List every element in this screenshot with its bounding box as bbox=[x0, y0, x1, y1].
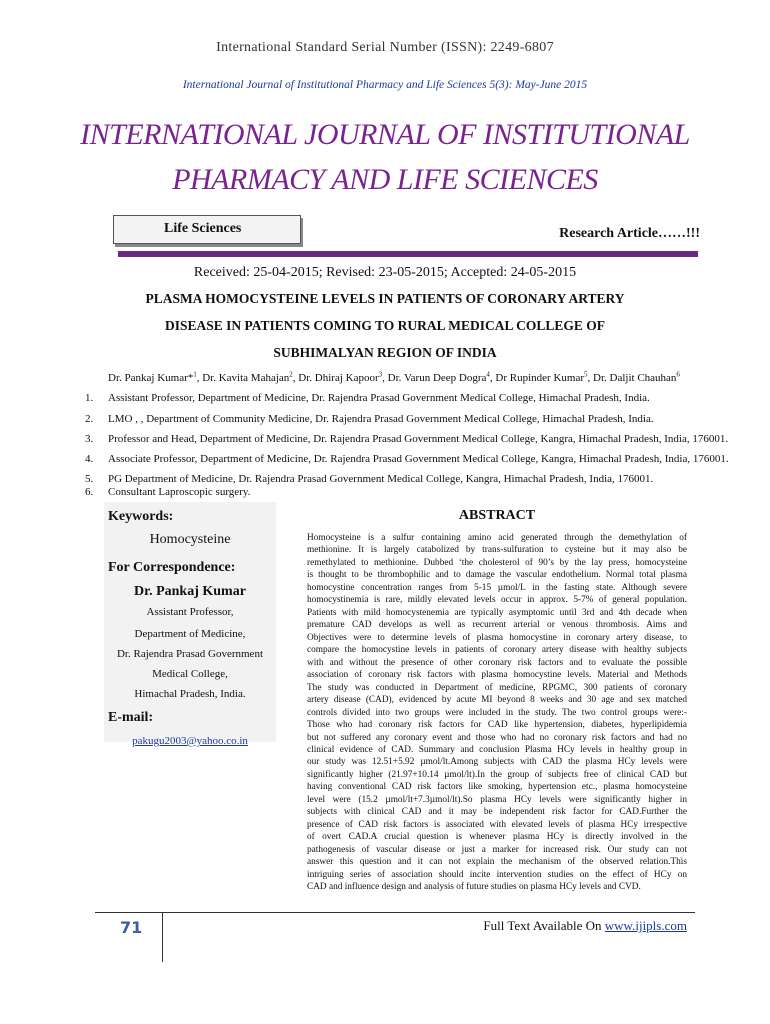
article-type: Research Article……!!! bbox=[559, 226, 700, 241]
correspondence-line: Department of Medicine, bbox=[134, 628, 246, 640]
email-link[interactable]: pakugu2003@yahoo.co.in bbox=[132, 735, 248, 747]
abstract-body bbox=[307, 532, 687, 894]
journal-url-link[interactable]: www.ijipls.com bbox=[604, 918, 687, 933]
abstract-line: having conventional CAD risk factors like smoking, hypertension etc., plasma homocysteine bbox=[307, 782, 687, 793]
abstract-line: of overt CAD.A crucial question is whenever plasma HCy is directly involved in the bbox=[307, 832, 687, 843]
author-list bbox=[108, 370, 680, 384]
abstract-line: with and without the presence of other coronary risk factors and to evaluate the possible bbox=[307, 657, 687, 668]
author: Dr. Pankaj Kumar*$^1$, bbox=[108, 370, 203, 384]
journal-citation: International Journal of Institutional Pharmacy and Life Sciences 5(3): May-June 2015 bbox=[182, 79, 588, 91]
affiliation-4: 4. Associate Professor, Department of Medicine, Dr. Rajendra Prasad Government Medical College, Kangra, Himachal Pradesh, India, 176001. bbox=[85, 453, 729, 465]
abstract-line: homocystine concentration ranges from 5-15 µmol/L in the fasting state. Although severe bbox=[307, 582, 687, 593]
abstract-line: remethylated to methionine. Dubbed ‘the cholesterol of 90’s by the lay press, homocysteine bbox=[307, 557, 687, 568]
keywords-value: Homocysteine bbox=[149, 532, 231, 547]
abstract-line: The study was conducted in Department of medicine, RPGMC, 300 patients of coronary bbox=[307, 682, 687, 693]
page-number: 71 bbox=[120, 918, 143, 937]
correspondence-line: Himachal Pradesh, India. bbox=[134, 688, 246, 700]
journal-title-line1: INTERNATIONAL JOURNAL OF INSTITUTIONAL bbox=[80, 118, 690, 151]
correspondence-line: Medical College, bbox=[152, 668, 228, 680]
abstract-line: Homocysteine is a sulfur containing amino acid generated through the demethylation of bbox=[307, 533, 687, 543]
abstract-line: answer this question and it can not explain the mechanism of the observed relation.This bbox=[307, 857, 687, 868]
abstract-line: Those who had coronary risk factors for CAD like hypertension, diabetes, hyperlipidemia bbox=[307, 720, 687, 731]
abstract-line: subjects with clinical CAD and it may be independent risk factor for CAD.Further the bbox=[307, 807, 687, 818]
paper-title-line2: DISEASE IN PATIENTS COMING TO RURAL MEDICAL COLLEGE OF bbox=[164, 318, 606, 333]
affiliation-1: 1. Assistant Professor, Department of Medicine, Dr. Rajendra Prasad Government Medical College, Himachal Pradesh, India. bbox=[85, 392, 650, 404]
journal-title-line2: PHARMACY AND LIFE SCIENCES bbox=[172, 163, 598, 196]
abstract-line: premature CAD develops as well as recurrent arterial or venous thrombosis. Aims and bbox=[307, 620, 687, 631]
abstract-line: compare the homocystine levels in patients of coronary artery disease with healthy subjects bbox=[307, 645, 687, 656]
paper-title-line1: PLASMA HOMOCYSTEINE LEVELS IN PATIENTS OF CORONARY ARTERY bbox=[145, 291, 625, 306]
abstract-line: CAD and influence design and analysis of future studies on plasma HCy levels and CVD. bbox=[307, 882, 641, 893]
header-divider bbox=[118, 251, 698, 257]
correspondence-name: Dr. Pankaj Kumar bbox=[134, 584, 246, 599]
email-label: E-mail: bbox=[108, 710, 154, 725]
full-text-note: Full Text Available On www.ijipls.com bbox=[483, 918, 687, 933]
correspondence-line: Assistant Professor, bbox=[146, 606, 234, 618]
abstract-line: artery disease (CAD), evidenced by acute MI beyond 8 weeks and 30 age and sex matched bbox=[307, 695, 687, 706]
footer-rule bbox=[95, 912, 695, 913]
author: Dr. Dhiraj Kapoor$^3$, bbox=[298, 370, 388, 384]
abstract-line: our study was 12.51+5.92 µmol/lt.Among subjects with CAD the plasma HCy levels were bbox=[307, 757, 687, 768]
correspondence-line: Dr. Rajendra Prasad Government bbox=[116, 648, 263, 660]
affiliation-2: 2. LMO , , Department of Community Medicine, Dr. Rajendra Prasad Government Medical College, Himachal Pradesh, India. bbox=[85, 413, 654, 425]
section-label: Life Sciences bbox=[164, 221, 242, 236]
abstract-line: homocystinemia is rare, mildly elevated levels occur in approx. 5-7% of general population. bbox=[307, 595, 687, 606]
abstract-line: but not suffered any coronary event and those who had no coronary risk factors and had no bbox=[307, 732, 687, 743]
author: Dr Rupinder Kumar$^5$, bbox=[495, 370, 594, 384]
issn-line: International Standard Serial Number (ISSN): 2249-6807 bbox=[216, 40, 554, 55]
abstract-line: Patients with mild homocystenemia are typically asymptomic until 3rd and 4th decade when bbox=[307, 607, 687, 618]
paper-title-line3: SUBHIMALYAN REGION OF INDIA bbox=[273, 345, 497, 360]
author: Dr. Varun Deep Dogra$^4$, bbox=[387, 370, 496, 384]
keywords-label: Keywords: bbox=[108, 509, 174, 524]
abstract-line: clinical evidence of CAD. Summary and conclusion Plasma HCy levels in healthy group in bbox=[307, 744, 687, 755]
submission-dates: Received: 25-04-2015; Revised: 23-05-2015; Accepted: 24-05-2015 bbox=[193, 265, 577, 280]
abstract-line: significantly higher (21.97+10.14 µmol/lt).In the group of subjects free of clinical CAD but bbox=[307, 769, 687, 780]
abstract-heading: ABSTRACT bbox=[458, 508, 536, 523]
abstract-line: Objectives were to determine levels of plasma homocystine in coronary artery disease, to bbox=[307, 632, 687, 643]
author: Dr. Daljit Chauhan$^6$ bbox=[593, 370, 680, 384]
affiliation-6: 6. Consultant Laproscopic surgery. bbox=[85, 486, 251, 498]
abstract-line: intriguing series of association should incite intervention studies on the effect of HCy on bbox=[307, 869, 687, 880]
abstract-line: pathogenesis of vascular disease or just a marker for increased risk. Our study can not bbox=[307, 844, 687, 855]
section-tag bbox=[113, 215, 301, 244]
affiliation-5: 5. PG Department of Medicine, Dr. Rajendra Prasad Government Medical College, Kangra, Himachal Pradesh, India, 176001. bbox=[85, 473, 654, 485]
abstract-line: association of coronary risk factors with plasma homocystine levels. Material and Methods bbox=[307, 670, 687, 681]
author: Dr. Kavita Mahajan$^2$, bbox=[202, 370, 299, 384]
abstract-line: level were (15.2 µmol/lt+7.3µmol/lt).So plasma HCy levels were significantly higher in bbox=[307, 794, 687, 805]
abstract-line: is thought to be thrombophilic and to damage the vascular endothelium. Normal total plasma bbox=[307, 570, 687, 581]
correspondence-label: For Correspondence: bbox=[108, 560, 236, 575]
abstract-line: presence of CAD risk factors is associated with elevated levels of plasma HCy irrespective bbox=[307, 819, 687, 830]
affiliation-3: 3. Professor and Head, Department of Medicine, Dr. Rajendra Prasad Government Medical College, Kangra, Himachal Pradesh, India, 176001. bbox=[85, 433, 729, 445]
abstract-line: controls divided into two groups were included in the study. The two control groups were:- bbox=[307, 707, 687, 718]
abstract-line: methionine. It is largely catabolized by trans-sulfuration to cysteine but it may also be bbox=[307, 545, 687, 556]
